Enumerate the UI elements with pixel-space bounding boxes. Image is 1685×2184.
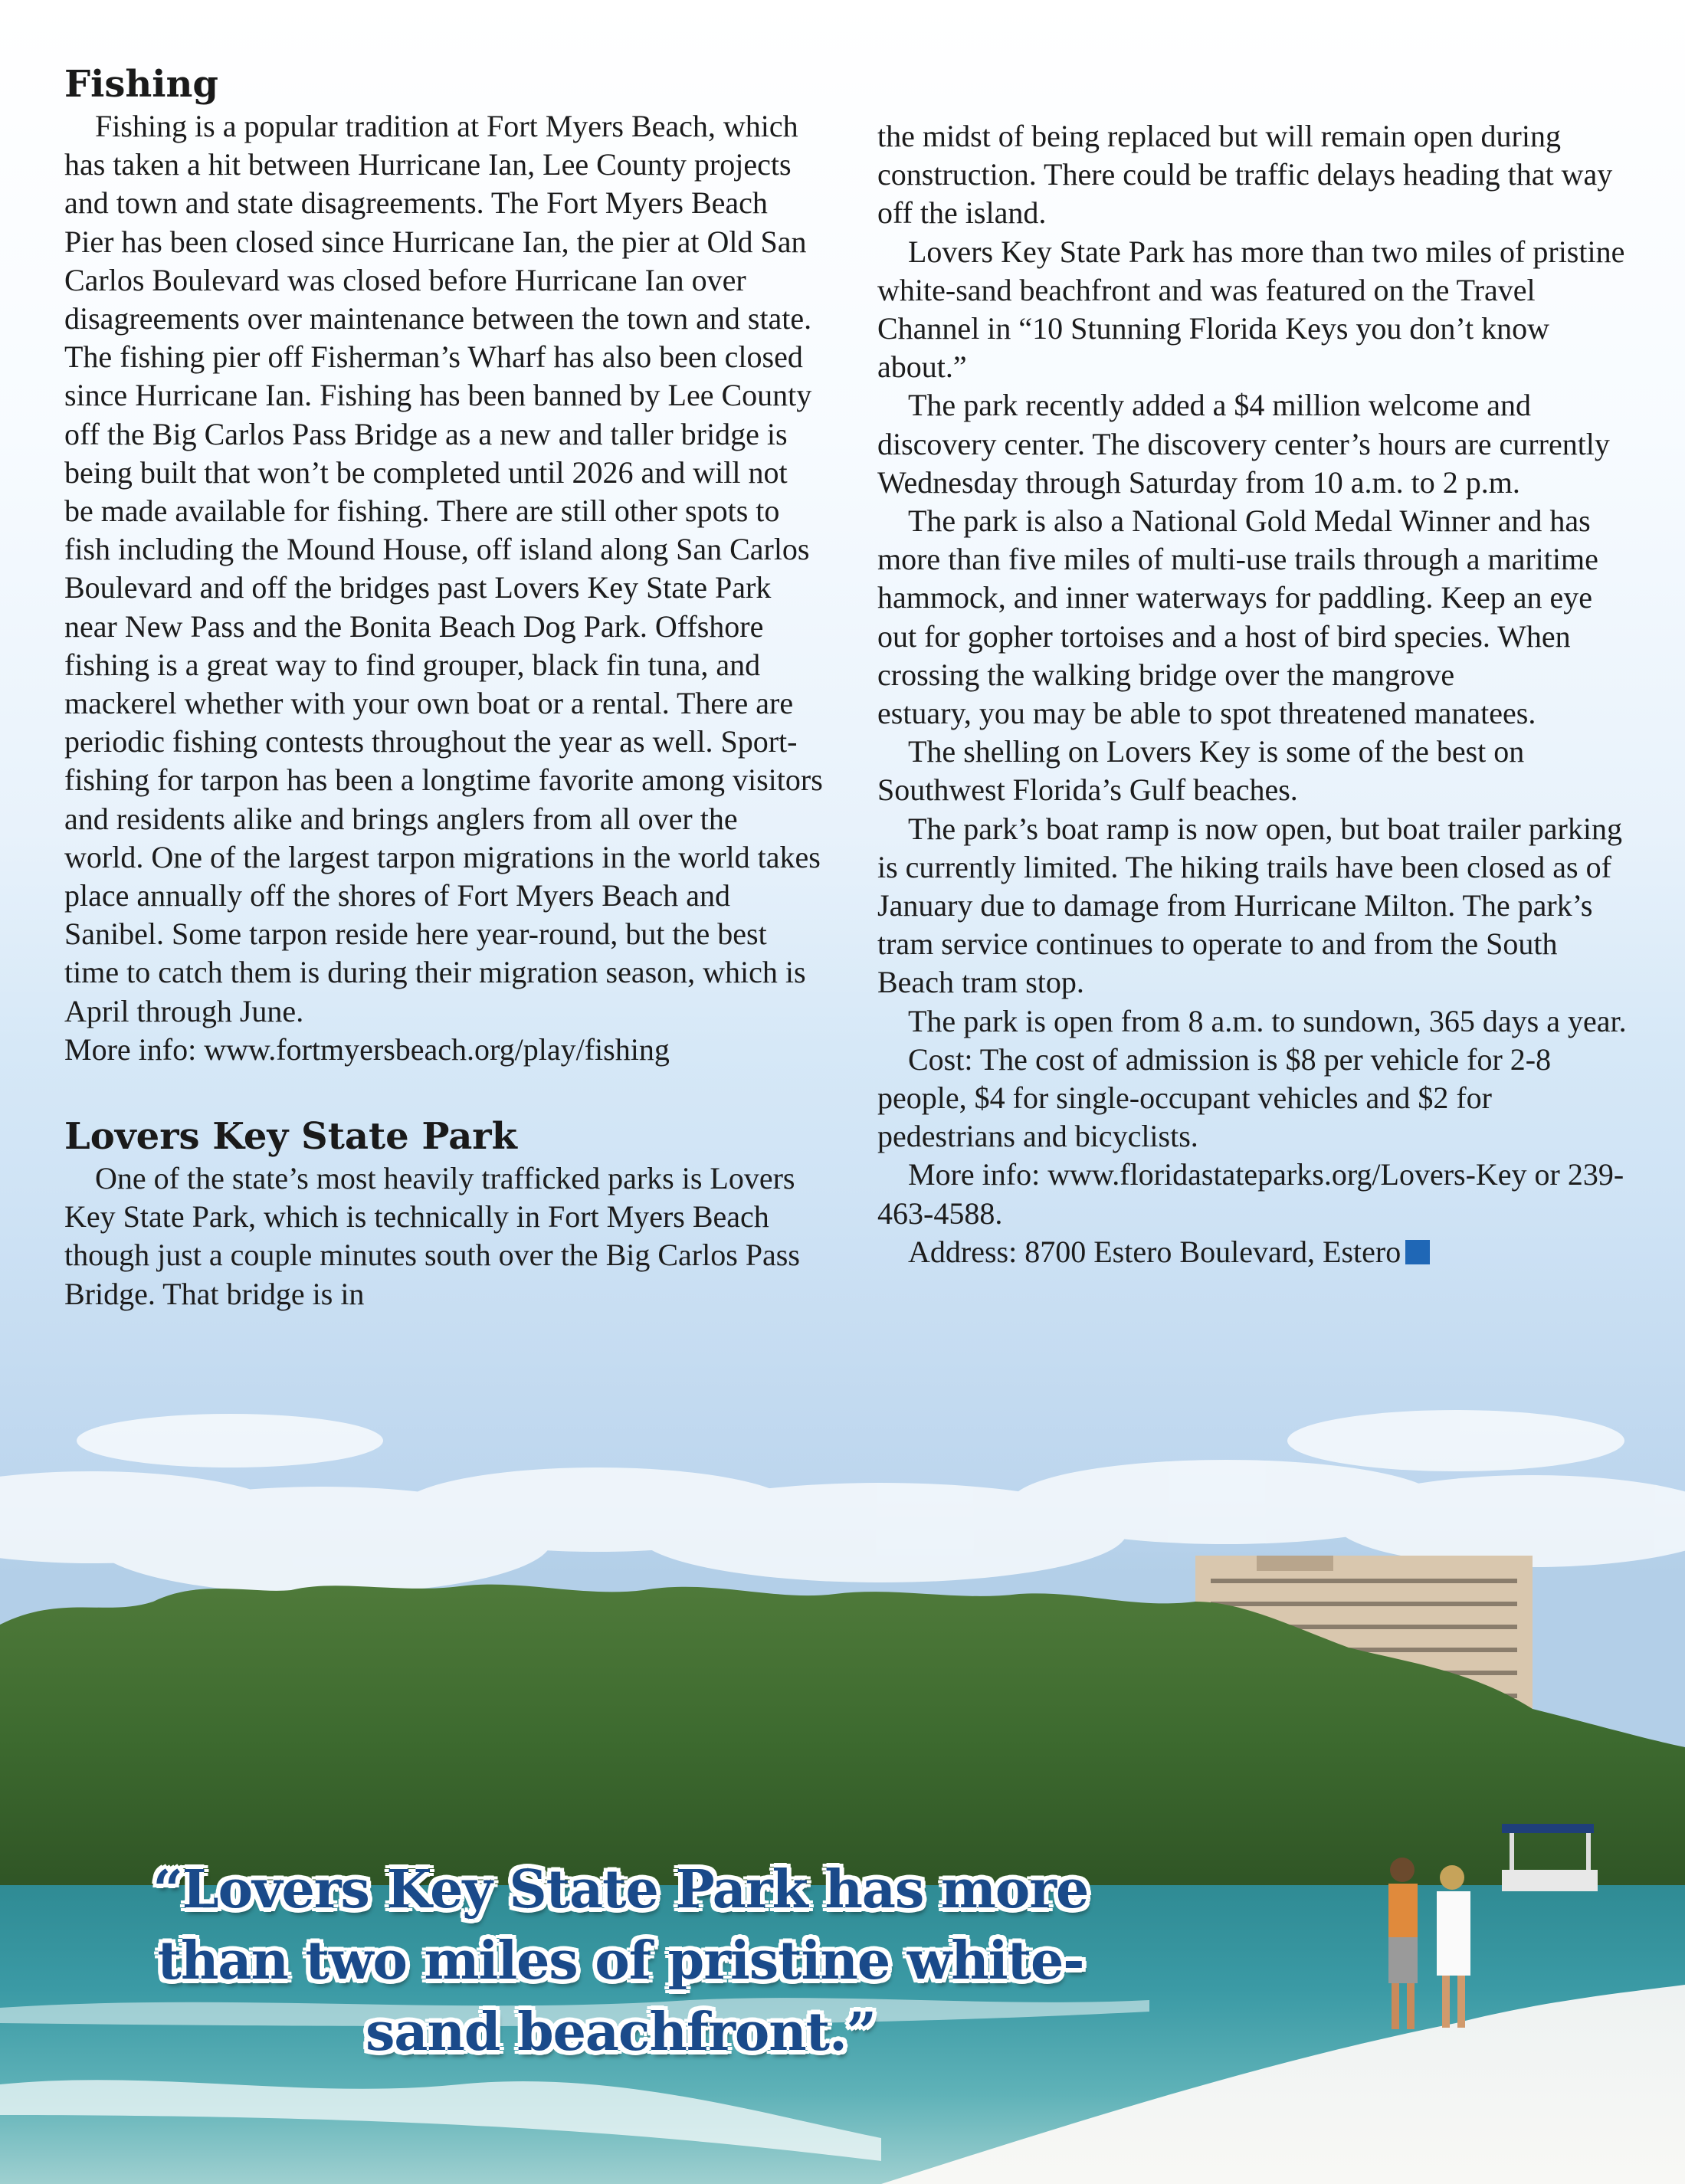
lovers-key-paragraph-trails: The park is also a National Gold Medal Winner and has more than five miles of multi-use trails through a maritime hammock, and inner waterways for paddling. Keep an eye out for gopher tortoises and a host of bird species. When crossing the walking bridge over the mangrove estuary, you may be able to spot threatened manatees. — [877, 503, 1598, 731]
address-text: Address: 8700 Estero Boulevard, Estero — [908, 1234, 1401, 1269]
lovers-key-paragraph-shelling: The shelling on Lovers Key is some of the best on Southwest Florida’s Gulf beaches. — [877, 734, 1525, 808]
lovers-key-heading: Lovers Key State Park — [64, 1115, 517, 1159]
lovers-key-paragraph-boat-ramp: The park’s boat ramp is now open, but boat trailer parking is currently limited. The hiking trails have been closed as of January due to damage from Hurricane Milton. The park’s tram service continues to operate to and from the South Beach tram stop. — [877, 811, 1622, 1000]
lovers-key-intro-continued: the midst of being replaced but will remain open during construction. There could be traffic delays heading that way off the island. — [877, 119, 1613, 231]
lovers-key-paragraph-cost: Cost: The cost of admission is $8 per vehicle for 2-8 people, $4 for single-occupant vehicles and $2 for pedestrians and bicyclists. — [877, 1041, 1552, 1154]
fishing-more-info: More info: www.fortmyersbeach.org/play/fishing — [64, 1031, 670, 1067]
fishing-body: Fishing is a popular tradition at Fort Myers Beach, which has taken a hit between Hurricane Ian, Lee County projects and town and state disagreements. The Fort Myers Beach Pier has been closed since Hurricane Ian, the pier at Old San Carlos Boulevard was closed before Hurricane Ian over disagreements over maintenance between the town and state. The fishing pier off Fisherman’s Wharf has also been closed since Hurricane Ian. Fishing has been banned by Lee County off the Big Carlos Pass Bridge as a new and taller bridge is being built that won’t be completed until 2026 and will not be made available for fishing. There are still other spots to fish including the Mound House, off island along San Carlos Boulevard and off the bridges past Lovers Key State Park near New Pass and the Bonita Beach Dog Park. Offshore fishing is a great way to find grouper, black fin tuna, and mackerel whether with your own boat or a rental. There are periodic fishing contests throughout the year as well. Sport-fishing for tarpon has been a longtime favorite among visitors and residents alike and brings anglers from all over the world. One of the largest tarpon migrations in the world takes place annually off the shores of Fort Myers Beach and Sanibel. Some tarpon reside here year-round, but the best time to catch them is during their migration season, which is April through June. — [64, 109, 823, 1028]
story-end-square-icon — [1405, 1240, 1430, 1264]
lovers-key-intro: One of the state’s most heavily trafficked parks is Lovers Key State Park, which is technically in Fort Myers Beach though just a couple minutes south over the Big Carlos Pass Bridge. That bridge is in — [64, 1161, 800, 1311]
lovers-key-paragraph-center: The park recently added a $4 million welcome and discovery center. The discovery center’s hours are currently Wednesday through Saturday from 10 a.m. to 2 p.m. — [877, 388, 1610, 500]
lovers-key-paragraph-beachfront: Lovers Key State Park has more than two miles of pristine white-sand beachfront and was featured on the Travel Channel in “10 Stunning Florida Keys you don’t know about.” — [877, 234, 1625, 385]
lovers-key-paragraph-hours: The park is open from 8 a.m. to sundown, 365 days a year. — [908, 1003, 1627, 1038]
lovers-key-paragraph-more-info: More info: www.floridastateparks.org/Lovers-Key or 239-463-4588. — [877, 1157, 1624, 1231]
right-column — [877, 117, 1636, 1271]
pull-quote: “Lovers Key State Park has more than two miles of pristine white-sand beachfront.” — [152, 1859, 1089, 2063]
left-column — [64, 61, 823, 1313]
lovers-key-paragraph-address — [877, 1233, 1636, 1271]
fishing-heading: Fishing — [64, 63, 218, 106]
